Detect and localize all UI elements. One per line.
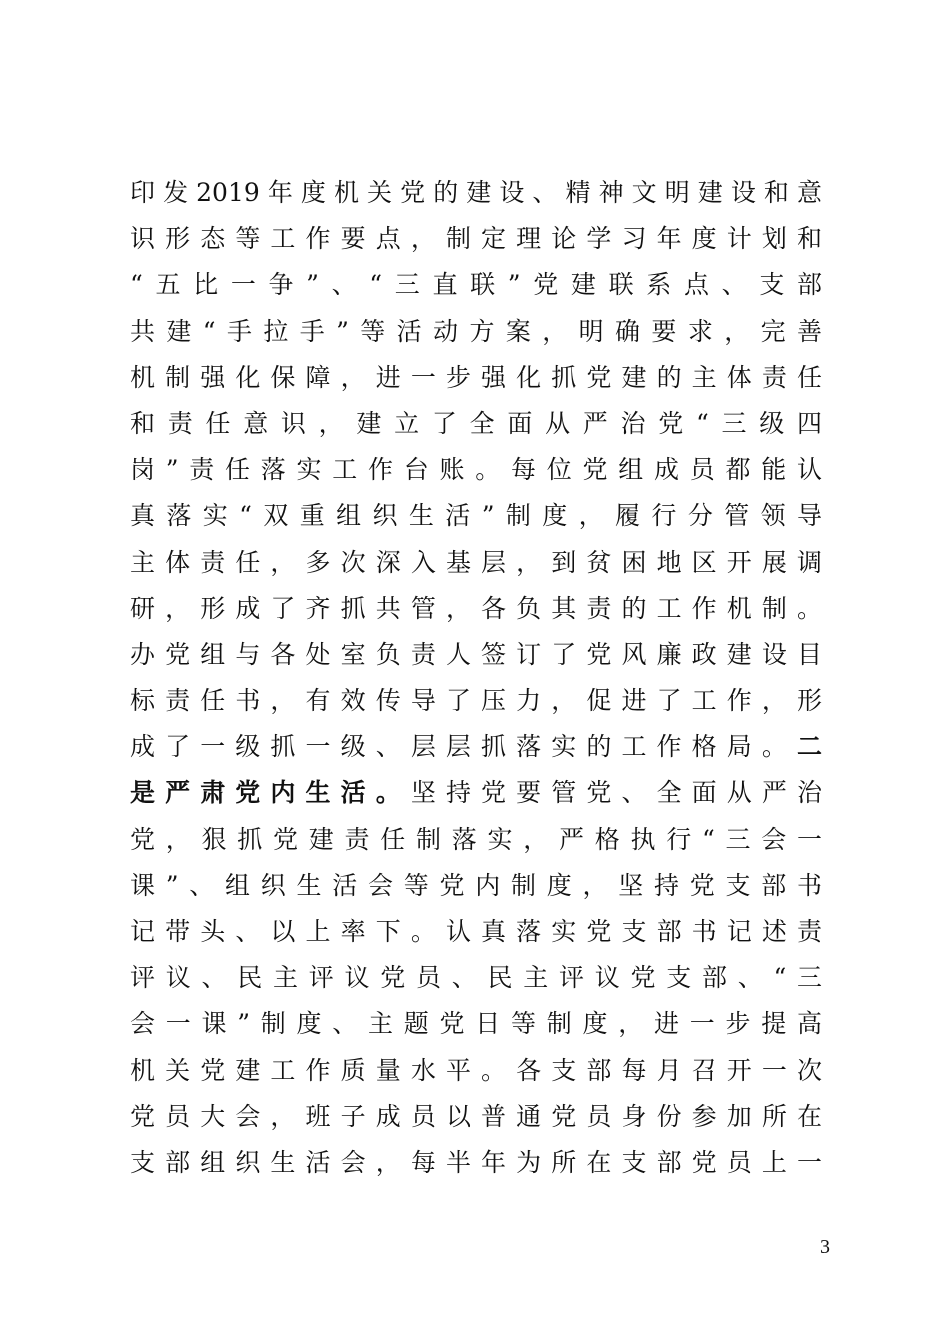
text-line: 主体责任，多次深入基层，到贫困地区开展调 xyxy=(130,547,822,577)
text-line: 机关党建工作质量水平。各支部每月召开一次 xyxy=(130,1055,822,1085)
text-line: 研，形成了齐抓共管，各负其责的工作机制。 xyxy=(130,593,822,623)
text-line: 真落实“双重组织生活”制度，履行分管领导 xyxy=(130,501,822,531)
text-line: 支部组织生活会，每半年为所在支部党员上一 xyxy=(130,1147,822,1177)
text-line: 党员大会，班子成员以普通党员身份参加所在 xyxy=(130,1101,822,1131)
text-line: 评议、民主评议党员、民主评议党支部、“三 xyxy=(130,963,822,993)
text-span: 坚持党要管党、全面从严治 xyxy=(410,778,822,808)
page-number: 3 xyxy=(820,1236,830,1258)
text-line-with-heading-start xyxy=(130,724,822,770)
text-line: 课”、组织生活会等党内制度，坚持党支部书 xyxy=(130,870,822,900)
section-heading: 是严肃党内生活。 xyxy=(130,778,411,808)
text-line: 党，狠抓党建责任制落实，严格执行“三会一 xyxy=(130,824,822,854)
text-line: 共建“手拉手”等活动方案，明确要求，完善 xyxy=(130,316,822,346)
text-line-with-heading xyxy=(130,770,822,816)
text-line: 标责任书，有效传导了压力，促进了工作，形 xyxy=(130,686,822,716)
text-line: 识形态等工作要点，制定理论学习年度计划和 xyxy=(130,224,822,254)
text-line: 印发2019年度机关党的建设、精神文明建设和意 xyxy=(130,178,822,207)
text-line: 和责任意识，建立了全面从严治党“三级四 xyxy=(130,408,822,438)
text-line: “五比一争”、“三直联”党建联系点、支部 xyxy=(130,270,822,300)
text-line: 机制强化保障，进一步强化抓党建的主体责任 xyxy=(130,362,822,392)
body-text xyxy=(130,170,822,1186)
text-span: 成了一级抓一级、层层抓落实的工作格局。 xyxy=(130,732,797,762)
text-line: 记带头、以上率下。认真落实党支部书记述责 xyxy=(130,917,822,946)
text-line: 岗”责任落实工作台账。每位党组成员都能认 xyxy=(130,455,822,485)
text-line: 会一课”制度、主题党日等制度，进一步提高 xyxy=(130,1009,822,1039)
section-heading-start: 二 xyxy=(796,732,822,762)
text-line: 办党组与各处室负责人签订了党风廉政建设目 xyxy=(130,639,822,669)
